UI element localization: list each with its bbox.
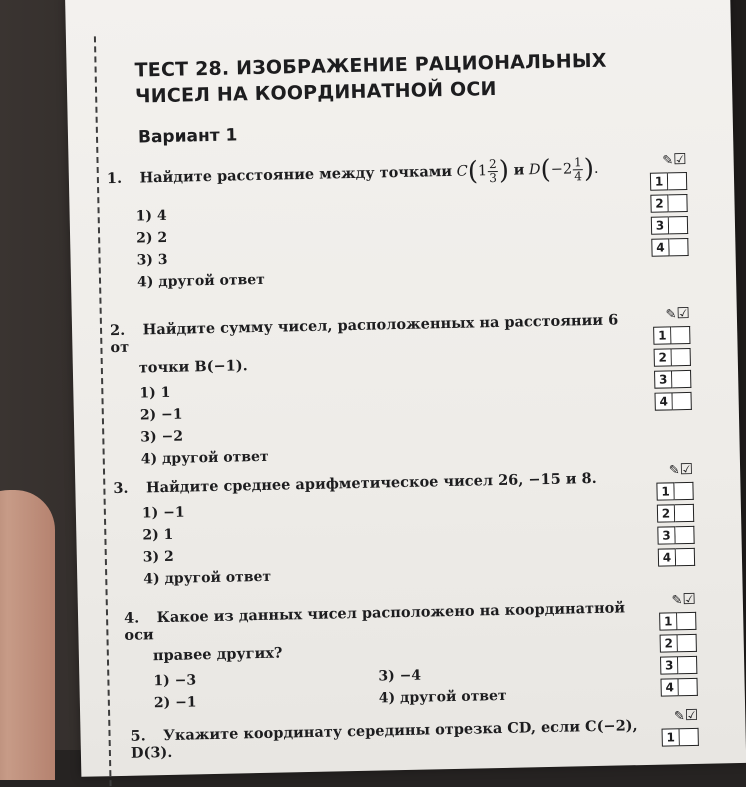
answer-checkbox[interactable]: [675, 526, 694, 544]
answer-number: 1: [656, 482, 674, 500]
pen-icon: ✎: [671, 593, 683, 609]
question-4: [124, 599, 636, 715]
option-4: 4) другой ответ: [143, 568, 272, 588]
question-text: Найдите сумму чисел, расположенных на расстоянии 6 от: [110, 311, 619, 357]
answer-number: 1: [662, 728, 680, 746]
answer-checkbox[interactable]: [676, 548, 695, 566]
d-whole: −2: [550, 161, 573, 178]
answer-checkbox[interactable]: [674, 482, 693, 500]
answer-number: 3: [651, 216, 669, 234]
answer-checkbox[interactable]: [672, 348, 691, 366]
option-4: 4) другой ответ: [378, 687, 507, 707]
point-c-label: C: [456, 163, 468, 180]
check-icon: ☑: [682, 589, 697, 609]
option-2: 2) 2: [135, 229, 168, 247]
finger: [0, 490, 55, 780]
question-5: [130, 717, 641, 762]
pen-icon: ✎: [668, 463, 680, 479]
option-3: 3) 3: [136, 251, 168, 269]
answer-checkbox[interactable]: [675, 504, 694, 522]
answer-number: 2: [650, 194, 668, 212]
answer-checkbox[interactable]: [672, 392, 691, 410]
question-text: Какое из данных чисел расположено на координатной оси: [124, 599, 626, 644]
cut-line: [94, 36, 112, 786]
answer-grid-3: [633, 460, 695, 569]
option-1: 1) −3: [153, 672, 197, 690]
check-icon: ☑: [676, 303, 691, 323]
answer-number: 1: [653, 326, 671, 344]
pen-icon: ✎: [665, 307, 677, 323]
question-number: 3.: [113, 479, 129, 498]
question-text: Найдите среднее арифметическое чисел 26, −15 и 8.: [145, 469, 597, 497]
answer-number: 4: [654, 392, 672, 410]
question-text-cont: правее других?: [152, 644, 283, 665]
page-title: [134, 47, 635, 109]
answer-number: 2: [657, 504, 675, 522]
answer-number: 3: [660, 656, 678, 674]
answer-number: 3: [657, 526, 675, 544]
options-list: [111, 372, 623, 471]
answer-checkbox[interactable]: [672, 370, 691, 388]
pen-icon: ✎: [662, 153, 674, 169]
answer-grid-1: [626, 150, 688, 259]
question-number: 1.: [106, 169, 123, 188]
answer-checkbox[interactable]: [677, 612, 696, 630]
check-icon: ☑: [684, 705, 699, 725]
check-icon: ☑: [672, 149, 687, 169]
question-number: 2.: [109, 321, 126, 340]
check-icon: ☑: [679, 459, 694, 479]
answer-checkbox[interactable]: [678, 634, 697, 652]
answer-number: 4: [658, 548, 676, 566]
answer-checkbox[interactable]: [669, 216, 688, 234]
c-fraction: $\frac{2}{3}$: [488, 156, 498, 185]
answer-checkbox[interactable]: [671, 326, 690, 344]
answer-checkbox[interactable]: [678, 656, 697, 674]
c-whole: 1: [477, 163, 488, 180]
title-line-1: ТЕСТ 28. ИЗОБРАЖЕНИЕ РАЦИОНАЛЬНЫХ: [134, 49, 607, 82]
answer-checkbox[interactable]: [668, 172, 687, 190]
question-number: 5.: [130, 727, 146, 745]
option-2: 2) −1: [139, 406, 183, 424]
answer-checkbox[interactable]: [680, 728, 699, 746]
option-3: 3) 2: [142, 548, 174, 566]
options-list: [114, 492, 626, 591]
question-1: 1. Найдите расстояние между точками C(1 $\frac{2}{3}$ ) и D(−2 $\frac{1}{4}$ ). 1) 4 2) 2 3) 3 4) другой ответ: [107, 153, 620, 294]
question-text: Найдите расстояние между точками: [139, 162, 453, 187]
answer-number: 4: [660, 678, 678, 696]
option-3: 3) −4: [378, 667, 422, 685]
answer-number: 2: [654, 348, 672, 366]
option-4: 4) другой ответ: [140, 448, 269, 468]
question-2: [110, 311, 623, 471]
answer-grid-5: [638, 706, 699, 749]
options-list: [125, 660, 636, 715]
d-fraction: $\frac{1}{4}$: [573, 154, 583, 183]
answer-checkbox[interactable]: [668, 194, 687, 212]
title-line-2: ЧИСЕЛ НА КООРДИНАТНОЙ ОСИ: [134, 77, 497, 108]
option-1: 1) −1: [141, 504, 185, 522]
option-1: 1) 1: [139, 384, 171, 402]
answer-number: 1: [650, 172, 668, 190]
option-3: 3) −2: [140, 428, 184, 446]
variant-heading: Вариант 1: [137, 125, 238, 148]
pen-icon: ✎: [673, 709, 685, 725]
answer-grid-4: [636, 590, 698, 699]
option-2: 2) 1: [142, 526, 174, 544]
options-list: [107, 195, 619, 294]
and-word: и: [513, 161, 525, 179]
answer-number: 1: [659, 612, 677, 630]
question-3: [113, 469, 625, 591]
option-1: 1) 4: [135, 207, 167, 225]
answer-number: 4: [651, 238, 669, 256]
option-2: 2) −1: [153, 694, 197, 712]
answer-grid-2: [630, 304, 692, 413]
question-number: 4.: [123, 609, 140, 627]
question-text: Укажите координату середины отрезка CD, если C(−2), D(3).: [130, 717, 638, 762]
question-text-cont: точки B(−1).: [138, 357, 248, 377]
answer-checkbox[interactable]: [669, 238, 688, 256]
test-sheet: [65, 0, 746, 777]
answer-checkbox[interactable]: [678, 678, 697, 696]
point-d-label: D: [528, 162, 541, 179]
answer-number: 3: [654, 370, 672, 388]
option-4: 4) другой ответ: [136, 271, 266, 291]
answer-number: 2: [660, 634, 678, 652]
